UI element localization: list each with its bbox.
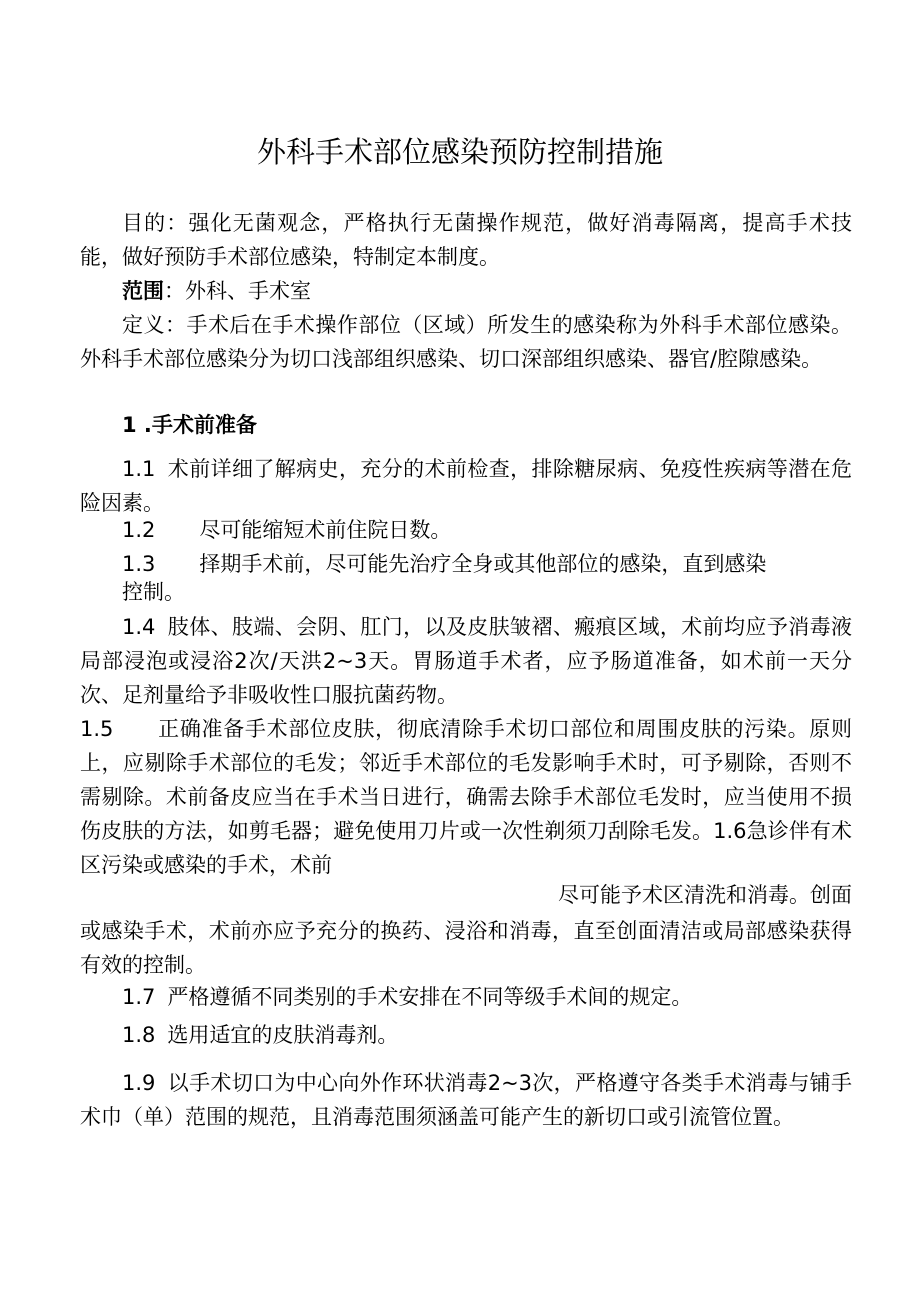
item-1-5-number: 1.5 [80,717,114,741]
item-1-4 [80,610,852,712]
item-1-2 [80,513,852,547]
item-1-7-text: 严格遵循不同类别的手术安排在不同等级手术间的规定。 [167,985,693,1009]
document-title: 外科手术部位感染预防控制措施 [256,135,663,169]
definition-paragraph: 定义：手术后在手术操作部位（区域）所发生的感染称为外科手术部位感染。外科手术部位感染分为切口浅部组织感染、切口深部组织感染、器官/腔隙感染。 [80,313,852,371]
item-1-9-text: 以手术切口为中心向外作环状消毒2~3次，严格遵守各类手术消毒与铺手术巾（单）范围的规范，且消毒范围须涵盖可能产生的新切口或引流管位置。 [80,1071,852,1129]
item-1-8 [80,1018,852,1052]
item-1-6-line-b: 或感染手术，术前亦应予充分的换药、浸浴和消毒，直至创面清洁或局部感染获得有效的控制。 [80,919,852,977]
purpose-paragraph: 目的：强化无菌观念，严格执行无菌操作规范，做好消毒隔离，提高手术技能，做好预防手术部位感染，特制定本制度。 [80,211,852,269]
item-1-3-continuation: 控制。 [122,580,185,604]
scope-label: 范围 [122,279,164,303]
scope-paragraph [80,274,852,308]
item-1-7 [80,980,852,1014]
item-1-8-text: 选用适宜的皮肤消毒剂。 [167,1023,399,1047]
item-1-4-text: 肢体、肢端、会阴、肛门，以及皮肤皱褶、瘢痕区域，术前均应予消毒液局部浸泡或浸浴2次/天洪2~3天。胃肠道手术者，应予肠道准备，如术前一天分次、足剂量给予非吸收性口服抗菌药物。 [80,615,852,707]
item-1-8-number: 1.8 [122,1023,156,1047]
scope-text: ：外科、手术室 [164,279,311,303]
item-1-4-number: 1.4 [122,615,156,639]
item-1-3-number: 1.3 [122,552,156,576]
item-1-2-number: 1.2 [122,518,156,542]
item-1-6-line-a: 尽可能予术区清洗和消毒。创面 [558,883,852,907]
item-1-5-text: 正确准备手术部位皮肤，彻底清除手术切口部位和周围皮肤的污染。原则上，应剔除手术部位的毛发；邻近手术部位的毛发影响手术时，可予剔除，否则不需剔除。术前备皮应当在手术当日进行，确需去除手术部位毛发时，应当使用不损伤皮肤的方法，如剪毛器；避免使用刀片或一次性剃须刀刮除毛发。1.6急诊伴有术区污染或感染的手术，术前 [80,717,852,877]
item-1-9 [80,1066,852,1134]
item-1-2-text: 尽可能缩短术前住院日数。 [199,518,452,542]
item-1-1-text: 术前详细了解病史，充分的术前检查，排除糖尿病、免疫性疾病等潜在危险因素。 [80,457,852,515]
item-1-3-text-a: 择期手术前，尽可能先治疗全身或其他部位的感染，直到感染 [199,552,767,576]
item-1-7-number: 1.7 [122,985,156,1009]
section-1-heading: 1 .手术前准备 [122,413,257,437]
item-1-1-number: 1.1 [122,457,156,481]
item-1-1 [80,452,852,520]
item-1-5 [80,712,852,882]
item-1-9-number: 1.9 [122,1071,156,1095]
